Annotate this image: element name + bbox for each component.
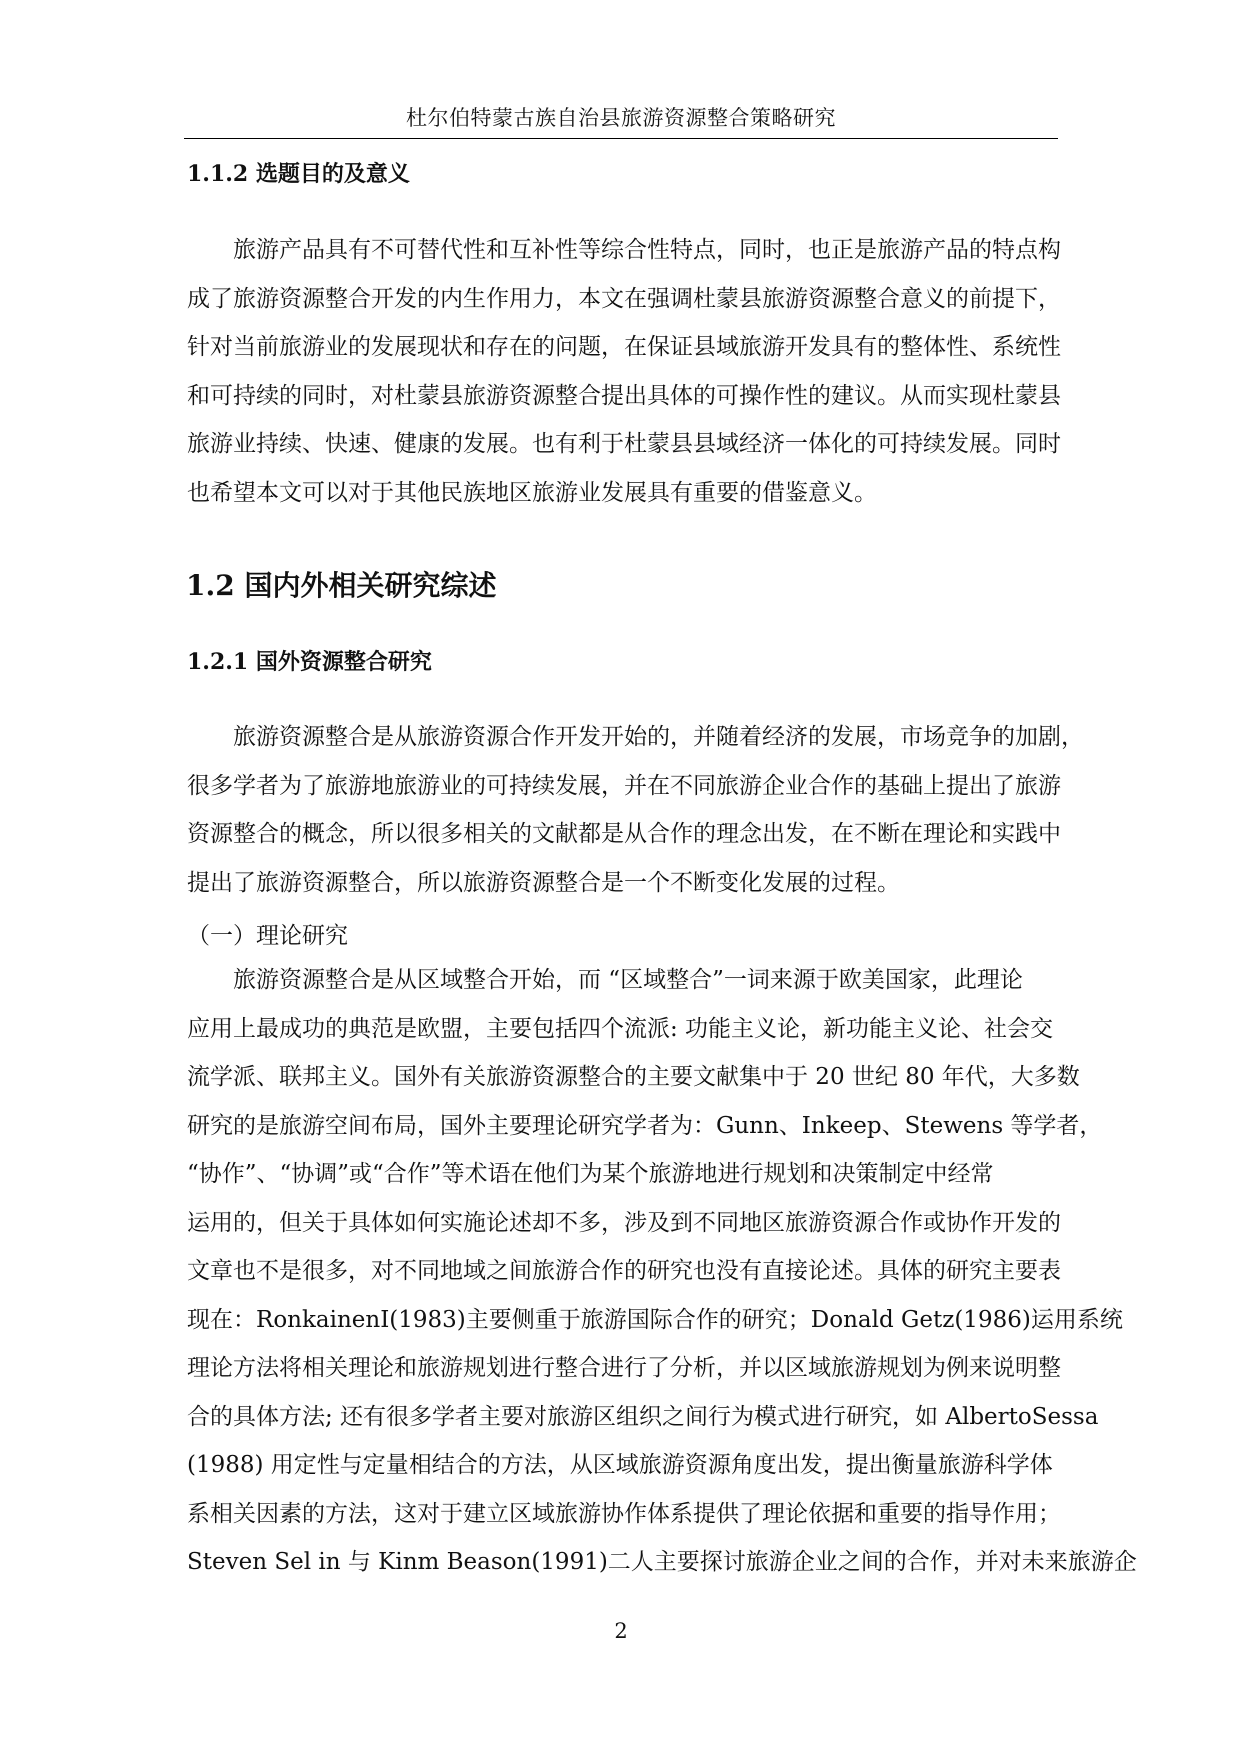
section-heading-1-2: 1.2 国内外相关研究综述 [186,569,497,602]
header-divider [184,138,1058,139]
text-line: 提出了旅游资源整合，所以旅游资源整合是一个不断变化发展的过程。 [187,869,900,896]
text-line: 成了旅游资源整合开发的内生作用力，本文在强调杜蒙县旅游资源整合意义的前提下， [187,285,1061,312]
text-line: 文章也不是很多，对不同地域之间旅游合作的研究也没有直接论述。具体的研究主要表 [187,1258,1061,1284]
section-heading-1-1-2: 1.1.2 选题目的及意义 [187,161,410,187]
text-line: “协作”、“协调”或“合作”等术语在他们为某个旅游地进行规划和决策制定中经常 [187,1161,994,1187]
text-line: 流学派、联邦主义。国外有关旅游资源整合的主要文献集中于 20 世纪 80 年代，大多数 [187,1064,1080,1090]
text-line: 旅游资源整合是从区域整合开始，而 “区域整合”一词来源于欧美国家，此理论 [187,967,1023,993]
text-line: 资源整合的概念，所以很多相关的文献都是从合作的理念出发，在不断在理论和实践中 [187,821,1061,847]
text-line: 旅游产品具有不可替代性和互补性等综合性特点，同时，也正是旅游产品的特点构 [187,237,1061,263]
text-line: (1988) 用定性与定量相结合的方法，从区域旅游资源角度出发，提出衡量旅游科学体 [187,1452,1053,1478]
text-line: 应用上最成功的典范是欧盟，主要包括四个流派: 功能主义论，新功能主义论、社会交 [187,1015,1054,1042]
running-header: 杜尔伯特蒙古族自治县旅游资源整合策略研究 [406,106,836,130]
text-line: 现在：RonkainenI(1983)主要侧重于旅游国际合作的研究；Donald Getz(1986)运用系统 [187,1306,1123,1333]
text-line: Steven Sel in 与 Kinm Beason(1991)二人主要探讨旅游企业之间的合作，并对未来旅游企 [187,1549,1137,1575]
paragraph-foreign-research-intro [187,713,1127,907]
text-line: 合的具体方法; 还有很多学者主要对旅游区组织之间行为模式进行研究，如 AlbertoSessa [187,1403,1099,1430]
paragraph-theory-research [187,956,1137,1587]
page-number: 2 [614,1619,628,1643]
paragraph-purpose-significance [187,226,1127,517]
text-line: 理论方法将相关理论和旅游规划进行整合进行了分析，并以区域旅游规划为例来说明整 [187,1355,1061,1381]
text-line: 运用的，但关于具体如何实施论述却不多，涉及到不同地区旅游资源合作或协作开发的 [187,1209,1061,1236]
section-heading-1-2-1: 1.2.1 国外资源整合研究 [187,649,432,675]
text-line: 很多学者为了旅游地旅游业的可持续发展，并在不同旅游企业合作的基础上提出了旅游 [187,772,1061,799]
text-line: 针对当前旅游业的发展现状和存在的问题，在保证县域旅游开发具有的整体性、系统性 [187,334,1061,360]
subheading-theory-research [187,914,1127,958]
subheading-label: （一）理论研究 [187,923,348,949]
text-line: 旅游业持续、快速、健康的发展。也有利于杜蒙县县域经济一体化的可持续发展。同时 [187,431,1061,457]
text-line: 旅游资源整合是从旅游资源合作开发开始的，并随着经济的发展，市场竞争的加剧， [187,724,1084,750]
text-line: 系相关因素的方法，这对于建立区域旅游协作体系提供了理论依据和重要的指导作用； [187,1500,1061,1527]
text-line: 和可持续的同时，对杜蒙县旅游资源整合提出具体的可操作性的建议。从而实现杜蒙县 [187,382,1061,409]
text-line: 研究的是旅游空间布局，国外主要理论研究学者为：Gunn、Inkeep、Stewens 等学者， [187,1112,1103,1139]
text-line: 也希望本文可以对于其他民族地区旅游业发展具有重要的借鉴意义。 [187,479,877,506]
